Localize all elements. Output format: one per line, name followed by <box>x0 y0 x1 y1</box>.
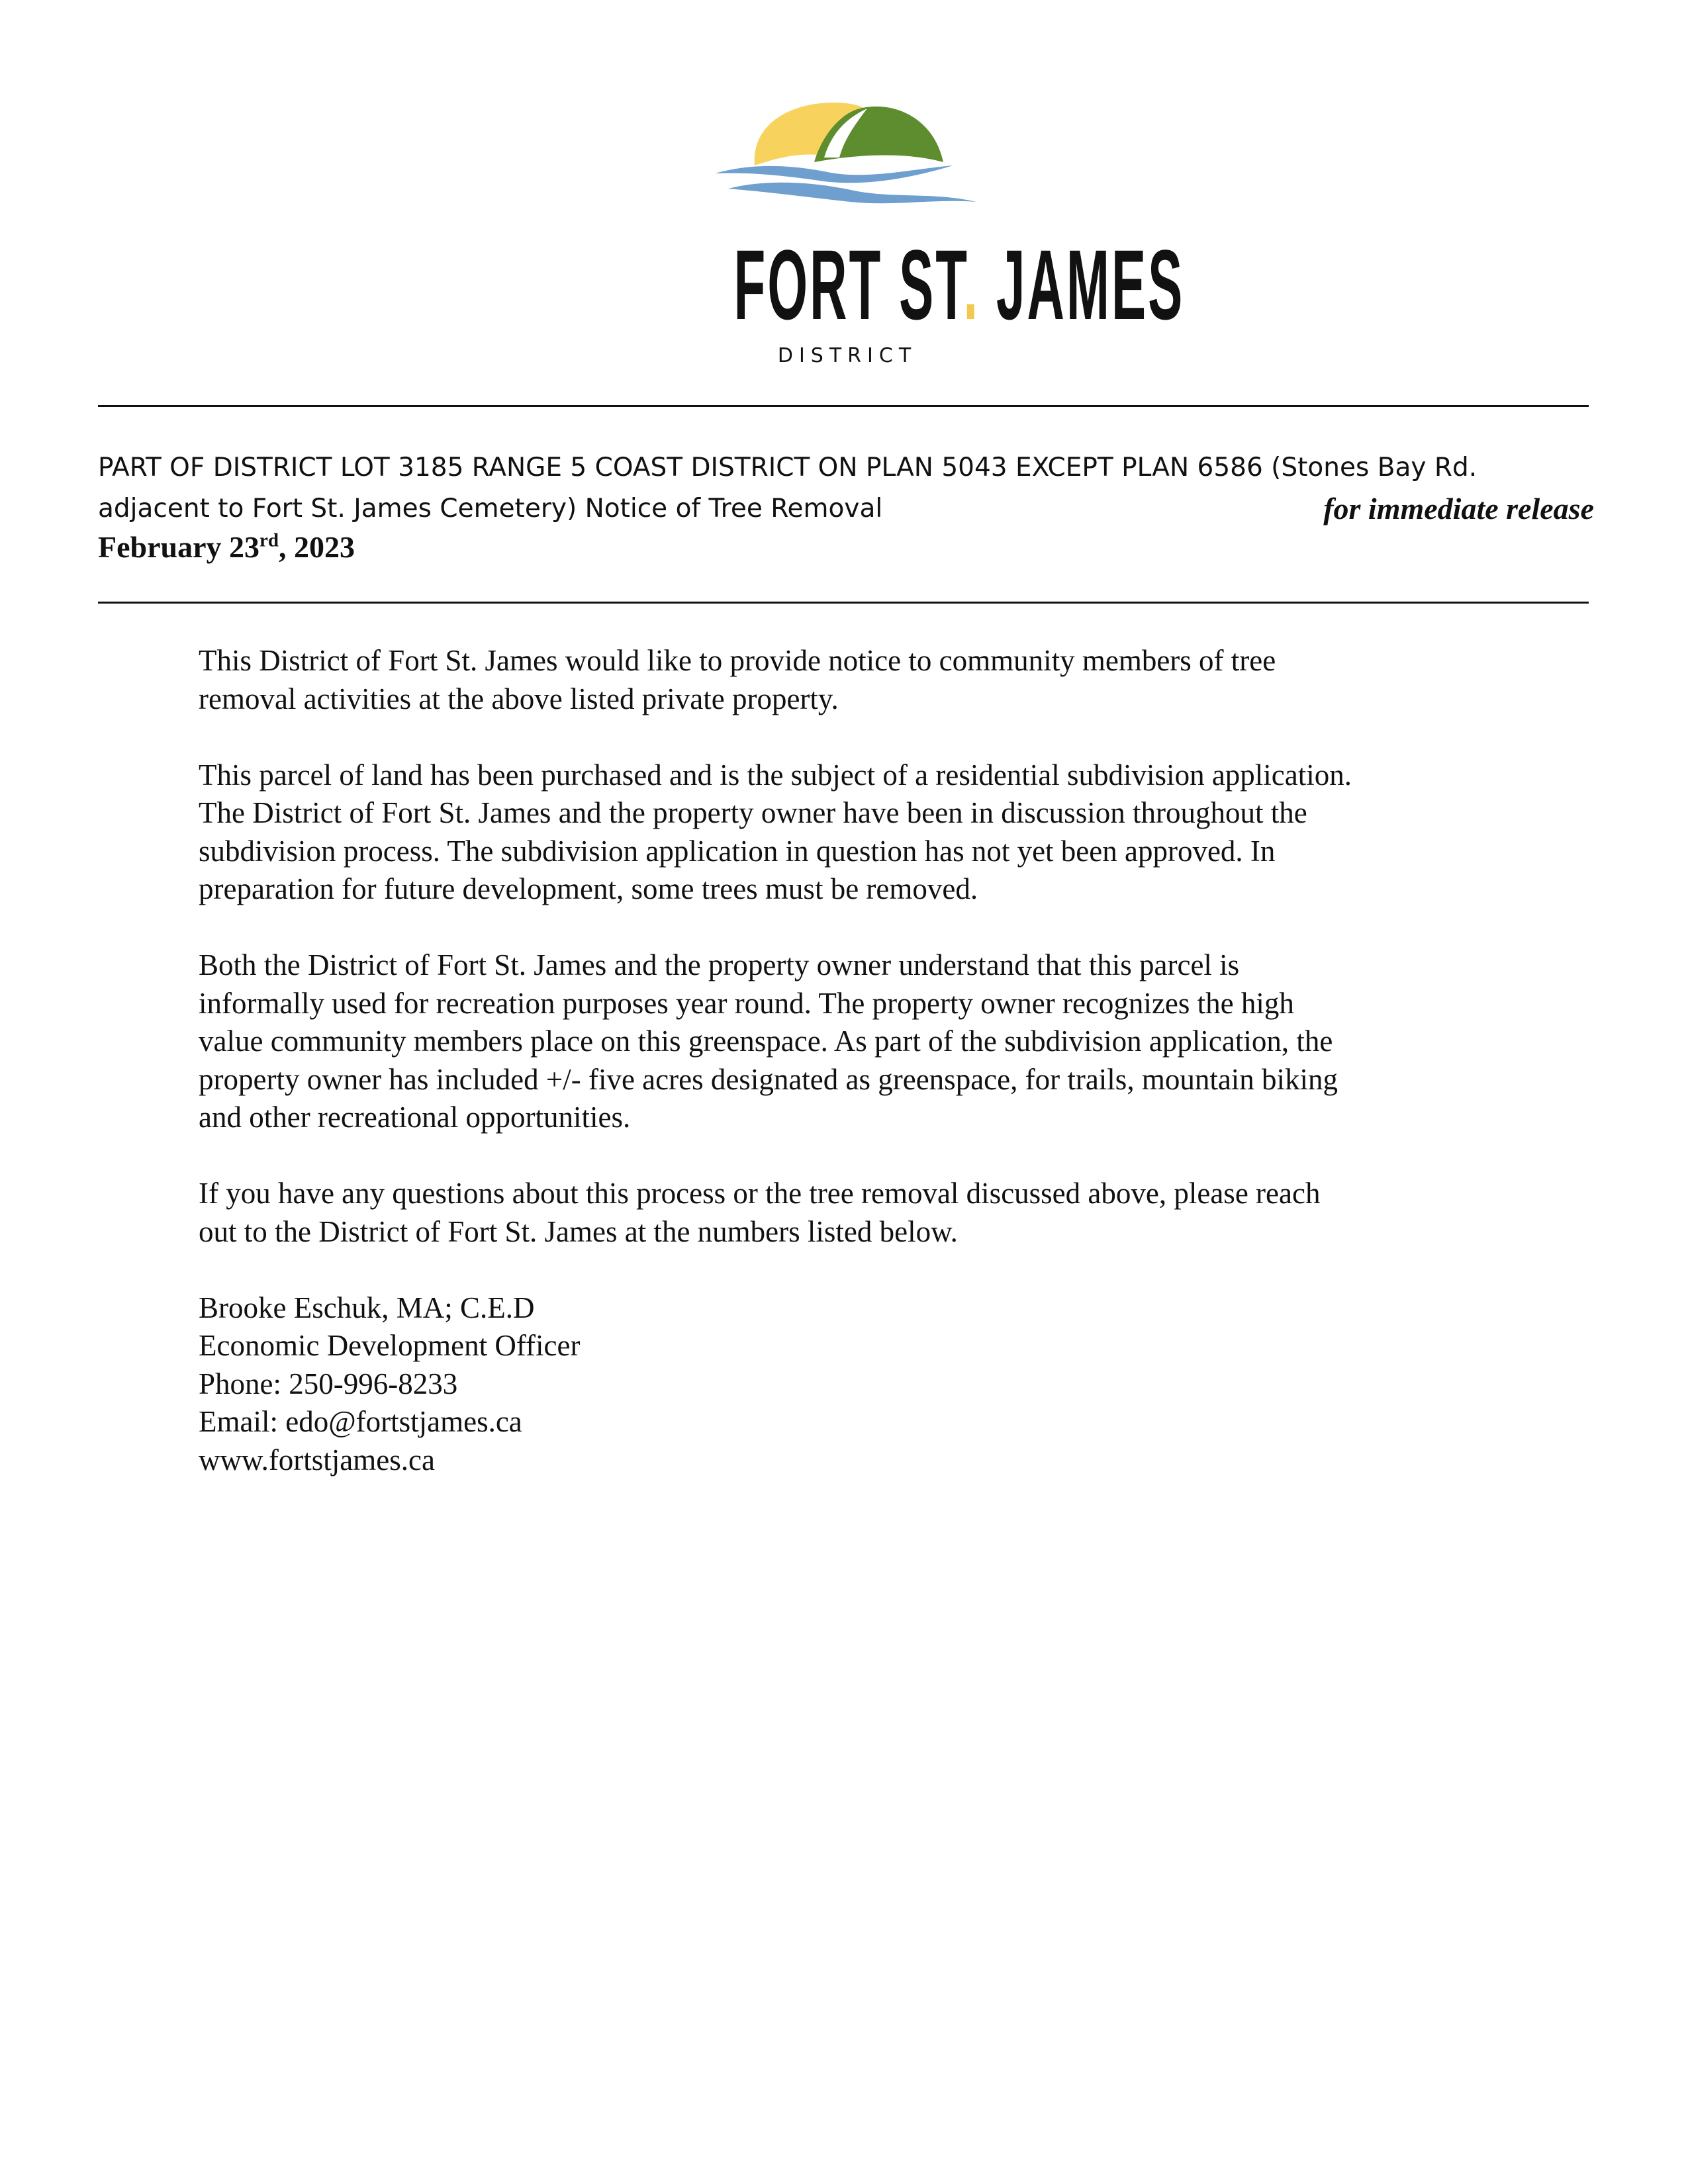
paragraph-line: informally used for recreation purposes year round. The property owner recognizes the high <box>199 986 1294 1020</box>
paragraph-line: preparation for future development, some trees must be removed. <box>199 872 978 905</box>
logo-subtitle: DISTRICT <box>777 344 917 367</box>
signature-name: Brooke Eschuk, MA; C.E.D <box>199 1291 535 1324</box>
wordmark-fort-s: FORT S <box>733 229 936 340</box>
date-text: February 23 <box>98 530 260 564</box>
header-top-rule <box>98 405 1589 407</box>
wordmark-t: T <box>935 229 964 340</box>
paragraph-2 <box>199 756 1523 909</box>
wave-lower <box>728 183 976 203</box>
date-year: , 2023 <box>279 530 355 564</box>
paragraph-line: This parcel of land has been purchased and is the subject of a residential subdivision application. <box>199 758 1352 792</box>
wordmark-dot: . <box>963 229 980 340</box>
notice-date <box>98 527 355 568</box>
paragraph-4 <box>199 1175 1523 1251</box>
signature-phone: Phone: 250-996-8233 <box>199 1367 458 1400</box>
wave-upper <box>715 165 953 183</box>
heading-line-2 <box>98 488 1594 529</box>
logo-wordmark <box>733 228 1185 341</box>
paragraph-line: property owner has included +/- five acres designated as greenspace, for trails, mountain biking <box>199 1062 1338 1096</box>
signature-website: www.fortstjames.ca <box>199 1443 435 1477</box>
date-ordinal: rd <box>259 529 279 551</box>
signature-title: Economic Development Officer <box>199 1329 581 1362</box>
notice-body <box>199 642 1523 1479</box>
paragraph-line: removal activities at the above listed private property. <box>199 682 839 715</box>
heading-line-2-text: adjacent to Fort St. James Cemetery) Notice of Tree Removal <box>98 494 883 523</box>
paragraph-line: If you have any questions about this process or the tree removal discussed above, please reach <box>199 1177 1321 1210</box>
wordmark-james: JAMES <box>980 229 1185 340</box>
paragraph-line: The District of Fort St. James and the property owner have been in discussion throughout the <box>199 796 1307 829</box>
paragraph-3 <box>199 946 1523 1137</box>
release-label: for immediate release <box>1323 492 1594 525</box>
paragraph-line: out to the District of Fort St. James at the numbers listed below. <box>199 1214 958 1248</box>
notice-heading <box>98 447 1594 529</box>
paragraph-line: subdivision process. The subdivision application in question has not yet been approved. In <box>199 834 1276 868</box>
fort-st-james-logo <box>715 99 980 212</box>
paragraph-line: Both the District of Fort St. James and the property owner understand that this parcel is <box>199 948 1240 981</box>
signature-block <box>199 1289 1523 1480</box>
paragraph-line: value community members place on this greenspace. As part of the subdivision application, the <box>199 1024 1333 1058</box>
signature-email: Email: edo@fortstjames.ca <box>199 1405 522 1438</box>
paragraph-line: This District of Fort St. James would like to provide notice to community members of tree <box>199 644 1276 677</box>
paragraph-line: and other recreational opportunities. <box>199 1101 631 1134</box>
heading-line-1: PART OF DISTRICT LOT 3185 RANGE 5 COAST DISTRICT ON PLAN 5043 EXCEPT PLAN 6586 (Stones Bay Rd. <box>98 453 1477 482</box>
header-bottom-rule <box>98 602 1589 604</box>
paragraph-1 <box>199 642 1523 718</box>
